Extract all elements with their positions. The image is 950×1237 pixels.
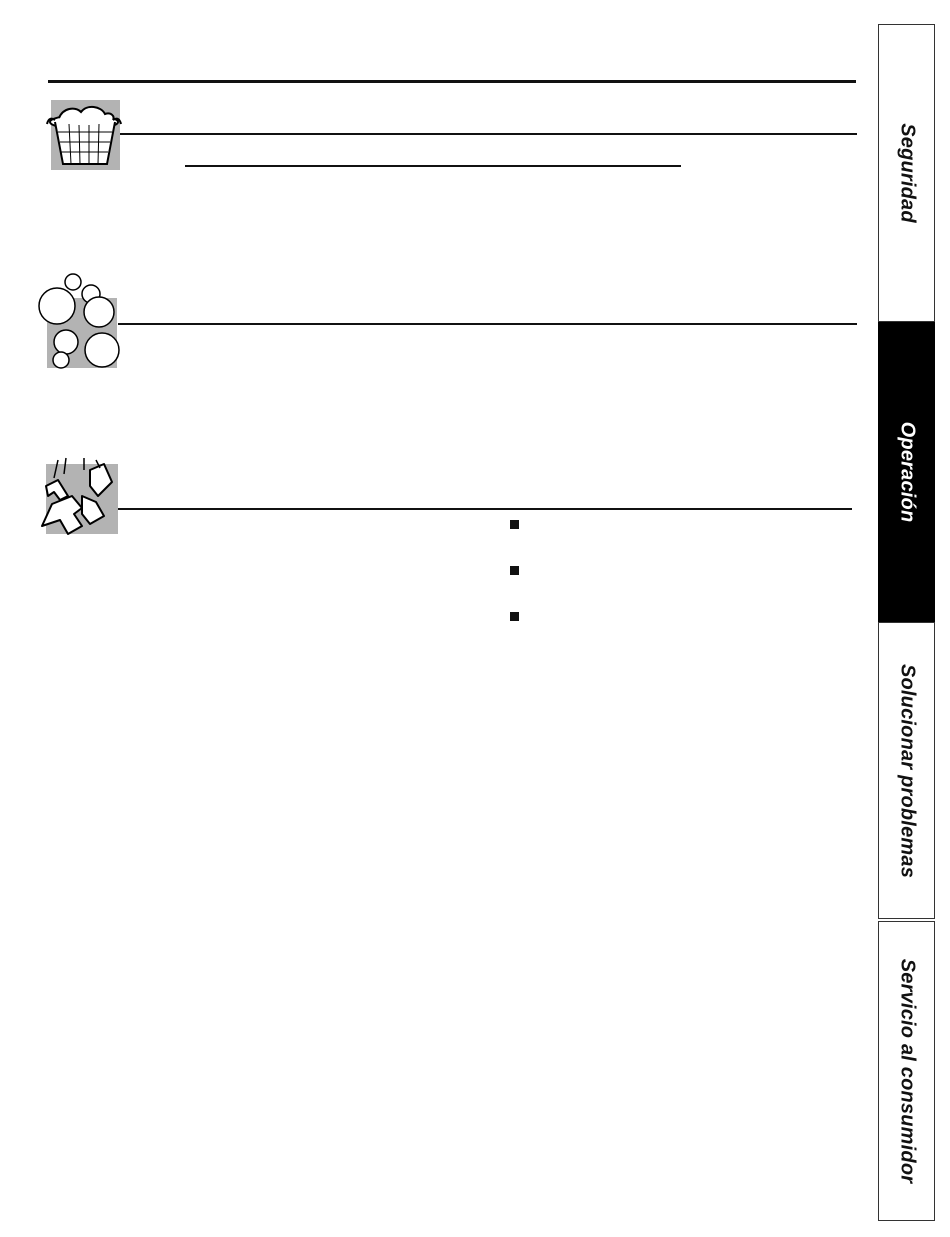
tab-servicio-al-consumidor[interactable] bbox=[878, 921, 935, 1221]
tab-solucionar-problemas-label: Solucionar problemas bbox=[896, 663, 918, 878]
bullet-1 bbox=[510, 520, 519, 529]
section-3-rule bbox=[118, 508, 852, 510]
soap-bubbles-icon bbox=[36, 272, 122, 370]
tab-operacion[interactable] bbox=[878, 322, 935, 622]
tangled-clothes-icon bbox=[38, 456, 122, 546]
tab-seguridad[interactable] bbox=[878, 24, 935, 322]
tab-seguridad-label: Seguridad bbox=[896, 123, 918, 223]
tab-servicio-al-consumidor-label: Servicio al consumidor bbox=[896, 958, 918, 1184]
tab-solucionar-problemas[interactable] bbox=[878, 622, 935, 919]
laundry-basket-icon bbox=[45, 100, 123, 172]
bullet-2 bbox=[510, 566, 519, 575]
section-1-rule bbox=[120, 133, 857, 135]
top-rule bbox=[48, 80, 856, 83]
section-2-rule bbox=[118, 323, 857, 325]
tab-operacion-label: Operación bbox=[896, 421, 918, 523]
section-1-subrule bbox=[185, 165, 681, 167]
bullet-3 bbox=[510, 612, 519, 621]
